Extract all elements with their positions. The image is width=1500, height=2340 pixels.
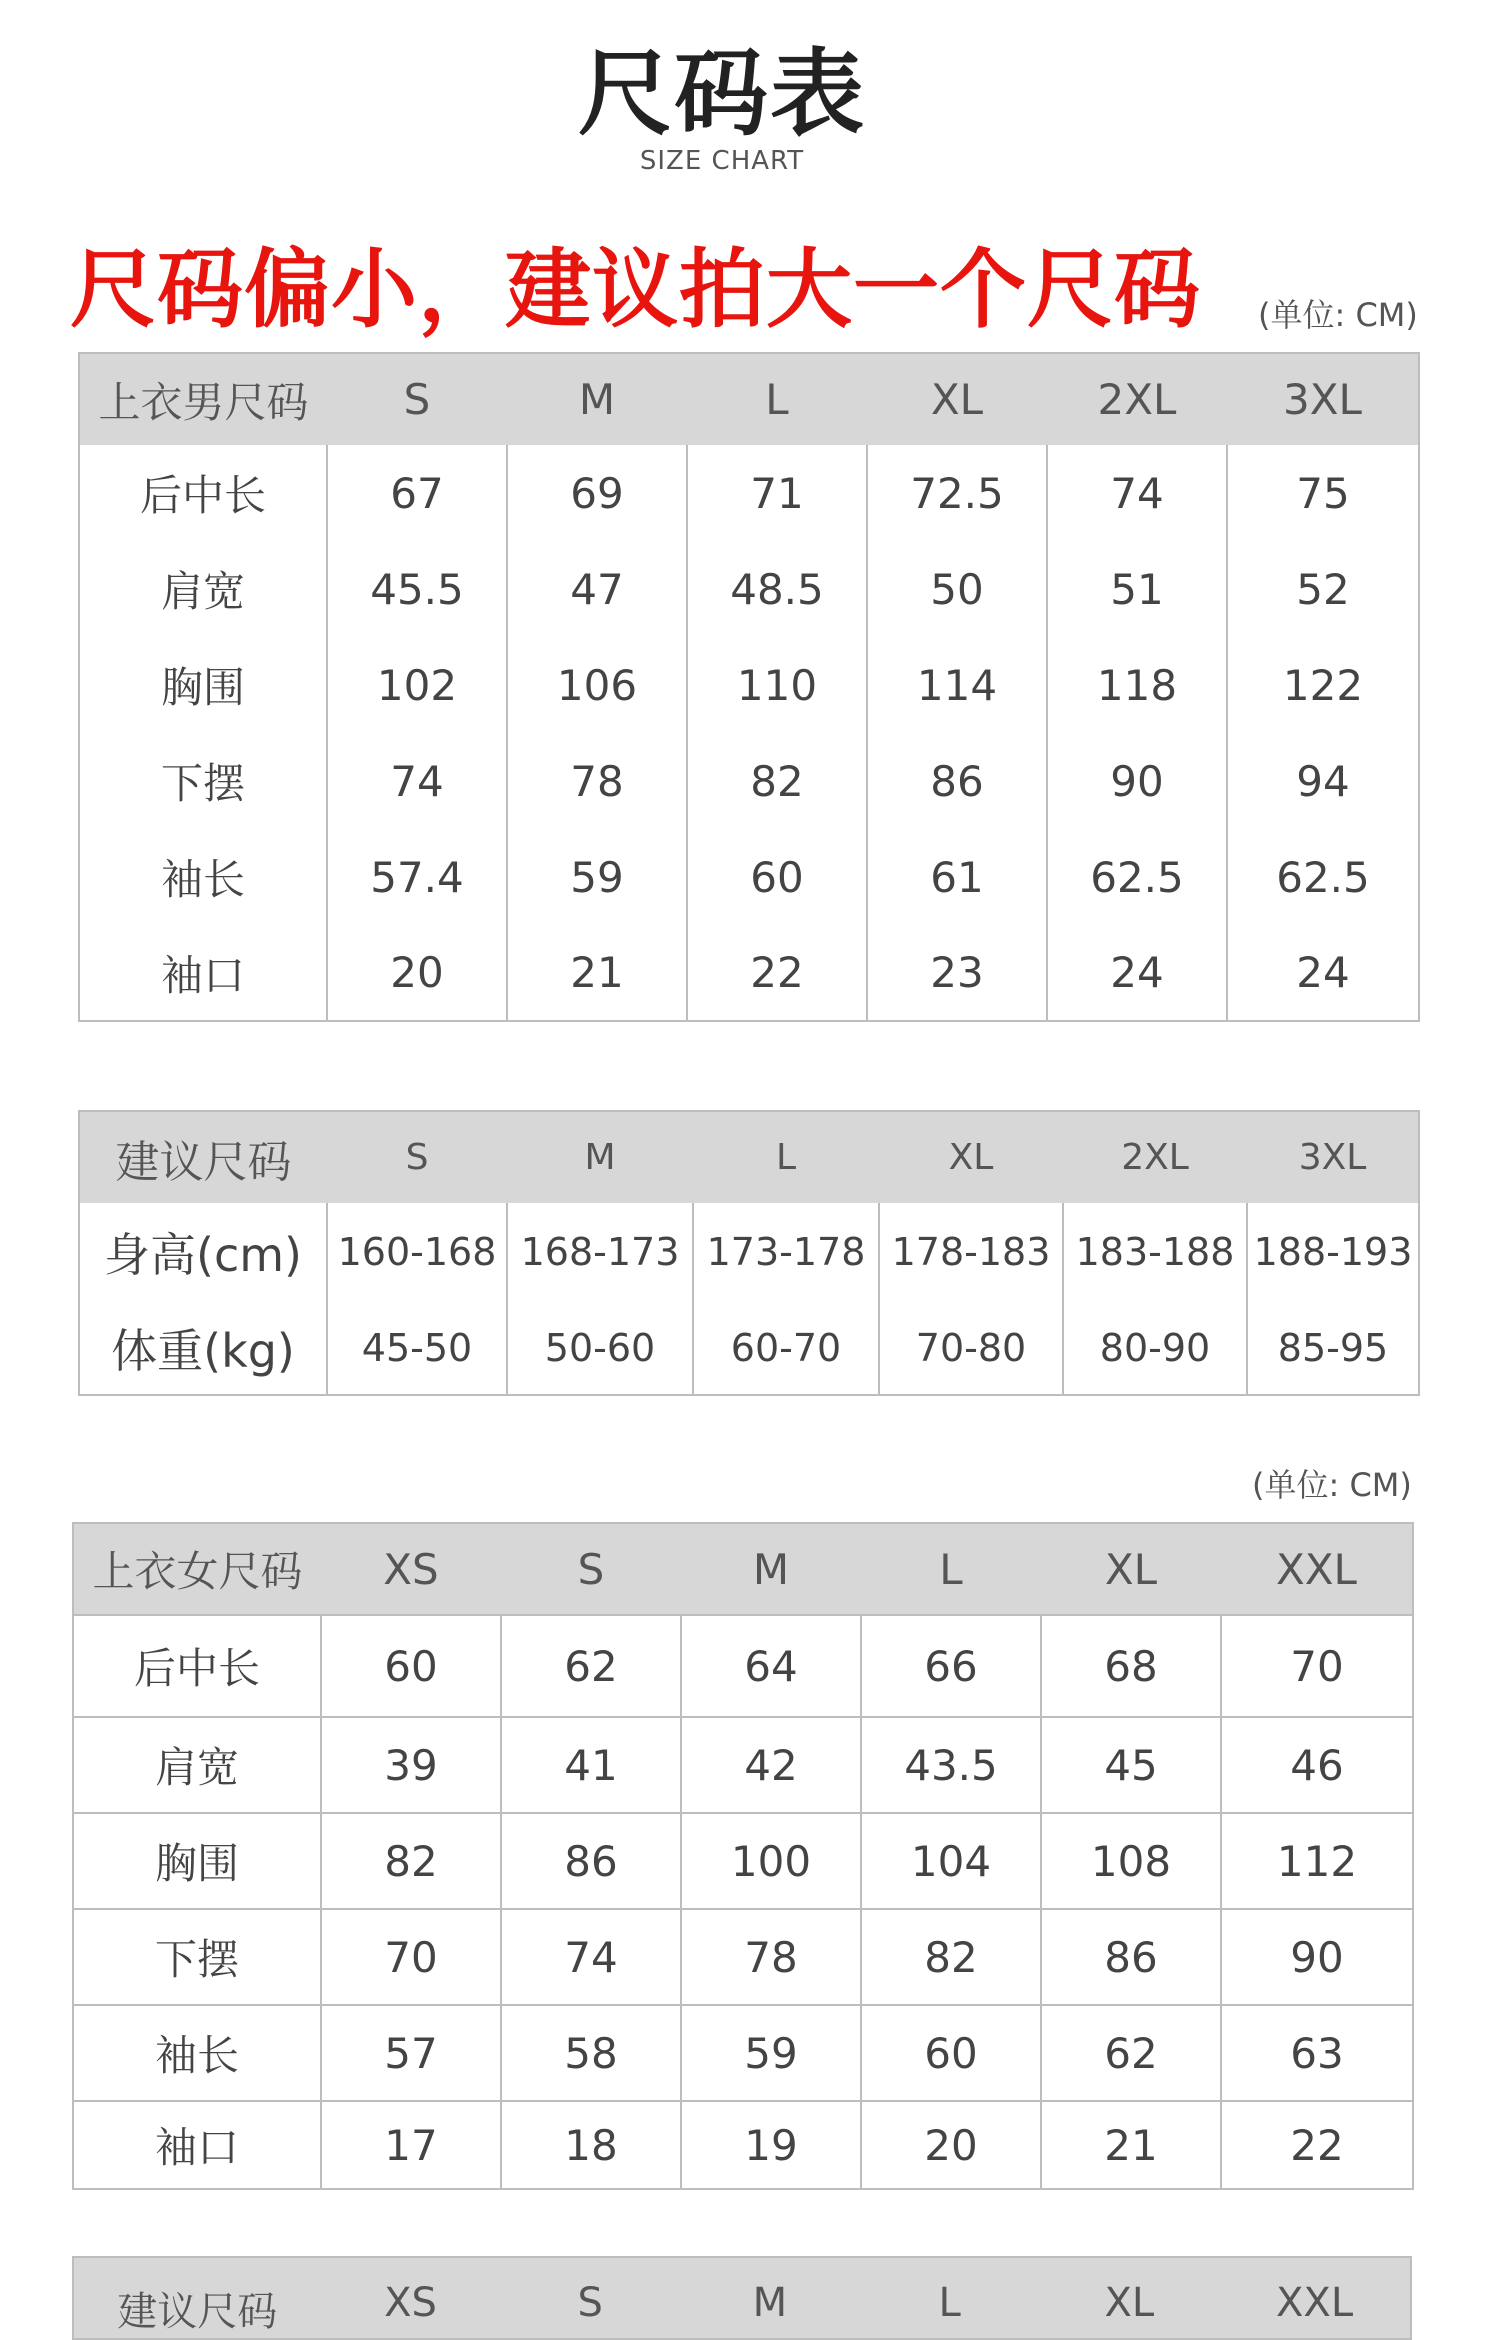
table-header-cell: 上衣男尺码 — [79, 353, 327, 445]
table-header-row — [73, 2257, 1411, 2339]
table-row — [73, 2005, 1413, 2101]
table-header-cell: S — [327, 353, 507, 445]
table-header-cell: XL — [867, 353, 1047, 445]
table-cell: 66 — [861, 1615, 1041, 1717]
page-subtitle: SIZE CHART — [639, 146, 805, 176]
table-cell: 75 — [1227, 445, 1419, 541]
table-cell: 80-90 — [1063, 1301, 1247, 1395]
table-cell: 62.5 — [1047, 829, 1227, 925]
table-cell: 64 — [681, 1615, 861, 1717]
table-cell: 94 — [1227, 733, 1419, 829]
table-header-cell: S — [500, 2257, 680, 2339]
table-cell: 23 — [867, 925, 1047, 1021]
table-header-cell: 3XL — [1247, 1111, 1419, 1203]
table-row — [79, 1203, 1419, 1301]
table-cell: 24 — [1227, 925, 1419, 1021]
table-cell: 63 — [1221, 2005, 1413, 2101]
table-cell: 22 — [687, 925, 867, 1021]
table-cell: 114 — [867, 637, 1047, 733]
table-cell: 18 — [501, 2101, 681, 2189]
table-header-cell: 3XL — [1227, 353, 1419, 445]
table-cell: 72.5 — [867, 445, 1047, 541]
table-cell: 122 — [1227, 637, 1419, 733]
row-label: 后中长 — [73, 1615, 321, 1717]
table-cell: 160-168 — [327, 1203, 507, 1301]
table-cell: 86 — [501, 1813, 681, 1909]
table-cell: 61 — [867, 829, 1047, 925]
table-header-cell: L — [861, 1523, 1041, 1615]
table-cell: 60 — [687, 829, 867, 925]
row-label: 袖口 — [73, 2101, 321, 2189]
row-label: 胸围 — [160, 663, 245, 712]
table-row — [79, 925, 1419, 1021]
table-cell: 39 — [321, 1717, 501, 1813]
table-cell: 90 — [1221, 1909, 1413, 2005]
row-label: 肩宽 — [73, 1717, 321, 1813]
women-recommend-table — [72, 2256, 1412, 2340]
table-cell: 45-50 — [327, 1301, 507, 1395]
table-cell: 20 — [861, 2101, 1041, 2189]
table-header-cell: 上衣女尺码 — [73, 1523, 321, 1615]
table-cell: 59 — [507, 829, 687, 925]
table-cell: 70 — [321, 1909, 501, 2005]
table-cell: 183-188 — [1063, 1203, 1247, 1301]
table-cell: 19 — [681, 2101, 861, 2189]
table-cell: 24 — [1047, 925, 1227, 1021]
table-header-cell: L — [687, 353, 867, 445]
row-label: 袖长 — [73, 2005, 321, 2101]
table-cell: 48.5 — [687, 541, 867, 637]
table-row — [73, 1813, 1413, 1909]
table-cell: 57.4 — [327, 829, 507, 925]
table-header-cell: M — [507, 353, 687, 445]
table-cell: 50 — [867, 541, 1047, 637]
table-row — [73, 1615, 1413, 1717]
table-cell: 22 — [1221, 2101, 1413, 2189]
table-header-cell: L — [693, 1111, 879, 1203]
table-cell: 106 — [507, 637, 687, 733]
table-cell: 60 — [321, 1615, 501, 1717]
table-cell: 50-60 — [507, 1301, 693, 1395]
table-cell: 78 — [507, 733, 687, 829]
table-header-cell: M — [681, 1523, 861, 1615]
table-cell: 70 — [1221, 1615, 1413, 1717]
table-header-cell: 2XL — [1047, 353, 1227, 445]
table-cell: 112 — [1221, 1813, 1413, 1909]
table-header-cell: M — [680, 2257, 860, 2339]
table-header-row — [73, 1523, 1413, 1615]
row-label: 胸围 — [73, 1813, 321, 1909]
table-header-cell: XL — [1039, 2257, 1219, 2339]
table-header-cell: 建议尺码 — [79, 1111, 327, 1203]
row-label: 体重(kg) — [111, 1323, 295, 1378]
table-cell: 43.5 — [861, 1717, 1041, 1813]
table-cell: 69 — [507, 445, 687, 541]
table-cell: 68 — [1041, 1615, 1221, 1717]
table-cell: 188-193 — [1247, 1203, 1419, 1301]
table-cell: 168-173 — [507, 1203, 693, 1301]
table-cell: 21 — [507, 925, 687, 1021]
unit-label: (单位: CM) — [1252, 1466, 1412, 1504]
table-cell: 173-178 — [693, 1203, 879, 1301]
women-size-table — [72, 1522, 1414, 2190]
table-cell: 74 — [327, 733, 507, 829]
table-header-row — [79, 1111, 1419, 1203]
row-label: 身高(cm) — [104, 1228, 302, 1282]
table-cell: 62 — [501, 1615, 681, 1717]
table-cell: 52 — [1227, 541, 1419, 637]
table-header-cell: XXL — [1219, 2257, 1411, 2339]
unit-label: (单位: CM) — [1258, 296, 1418, 334]
table-header-cell: XL — [1041, 1523, 1221, 1615]
men-size-table — [78, 352, 1420, 1022]
table-cell: 47 — [507, 541, 687, 637]
row-label: 下摆 — [73, 1909, 321, 2005]
table-cell: 178-183 — [879, 1203, 1063, 1301]
table-cell: 45 — [1041, 1717, 1221, 1813]
table-row — [79, 829, 1419, 925]
table-cell: 74 — [1047, 445, 1227, 541]
table-cell: 60-70 — [693, 1301, 879, 1395]
table-cell: 51 — [1047, 541, 1227, 637]
table-cell: 100 — [681, 1813, 861, 1909]
table-cell: 86 — [1041, 1909, 1221, 2005]
table-cell: 74 — [501, 1909, 681, 2005]
table-row — [73, 1717, 1413, 1813]
page-title: 尺码表 — [577, 40, 866, 149]
table-cell: 104 — [861, 1813, 1041, 1909]
row-label: 下摆 — [160, 759, 245, 808]
table-cell: 102 — [327, 637, 507, 733]
table-cell: 62 — [1041, 2005, 1221, 2101]
table-cell: 41 — [501, 1717, 681, 1813]
table-cell: 20 — [327, 925, 507, 1021]
table-header-cell: L — [860, 2257, 1040, 2339]
table-cell: 90 — [1047, 733, 1227, 829]
men-recommend-table — [78, 1110, 1420, 1396]
table-cell: 118 — [1047, 637, 1227, 733]
table-cell: 82 — [687, 733, 867, 829]
table-cell: 82 — [861, 1909, 1041, 2005]
table-cell: 78 — [681, 1909, 861, 2005]
row-label: 肩宽 — [160, 567, 245, 616]
table-row — [73, 1909, 1413, 2005]
table-header-cell: S — [327, 1111, 507, 1203]
table-row — [79, 445, 1419, 541]
table-row — [79, 733, 1419, 829]
table-cell: 71 — [687, 445, 867, 541]
row-label: 袖口 — [160, 950, 245, 1000]
table-cell: 86 — [867, 733, 1047, 829]
table-cell: 59 — [681, 2005, 861, 2101]
table-header-cell: S — [501, 1523, 681, 1615]
table-row — [79, 1301, 1419, 1395]
table-row — [73, 2101, 1413, 2189]
table-header-cell: M — [507, 1111, 693, 1203]
table-row — [79, 541, 1419, 637]
table-cell: 45.5 — [327, 541, 507, 637]
row-label: 袖长 — [160, 855, 245, 904]
row-label: 后中长 — [139, 471, 266, 520]
table-header-cell: XL — [879, 1111, 1063, 1203]
table-cell: 67 — [327, 445, 507, 541]
table-cell: 108 — [1041, 1813, 1221, 1909]
table-cell: 82 — [321, 1813, 501, 1909]
table-cell: 17 — [321, 2101, 501, 2189]
table-header-cell: 2XL — [1063, 1111, 1247, 1203]
table-cell: 60 — [861, 2005, 1041, 2101]
table-cell: 85-95 — [1247, 1301, 1419, 1395]
table-row — [79, 637, 1419, 733]
table-cell: 110 — [687, 637, 867, 733]
table-header-cell: XS — [321, 1523, 501, 1615]
table-header-cell: 建议尺码 — [73, 2257, 321, 2339]
table-cell: 58 — [501, 2005, 681, 2101]
table-cell: 62.5 — [1227, 829, 1419, 925]
table-header-row — [79, 353, 1419, 445]
table-header-cell: XS — [321, 2257, 501, 2339]
size-notice: 尺码偏小，建议拍大一个尺码 — [70, 240, 1201, 340]
table-cell: 42 — [681, 1717, 861, 1813]
table-cell: 46 — [1221, 1717, 1413, 1813]
table-cell: 21 — [1041, 2101, 1221, 2189]
table-cell: 57 — [321, 2005, 501, 2101]
table-cell: 70-80 — [879, 1301, 1063, 1395]
table-header-cell: XXL — [1221, 1523, 1413, 1615]
